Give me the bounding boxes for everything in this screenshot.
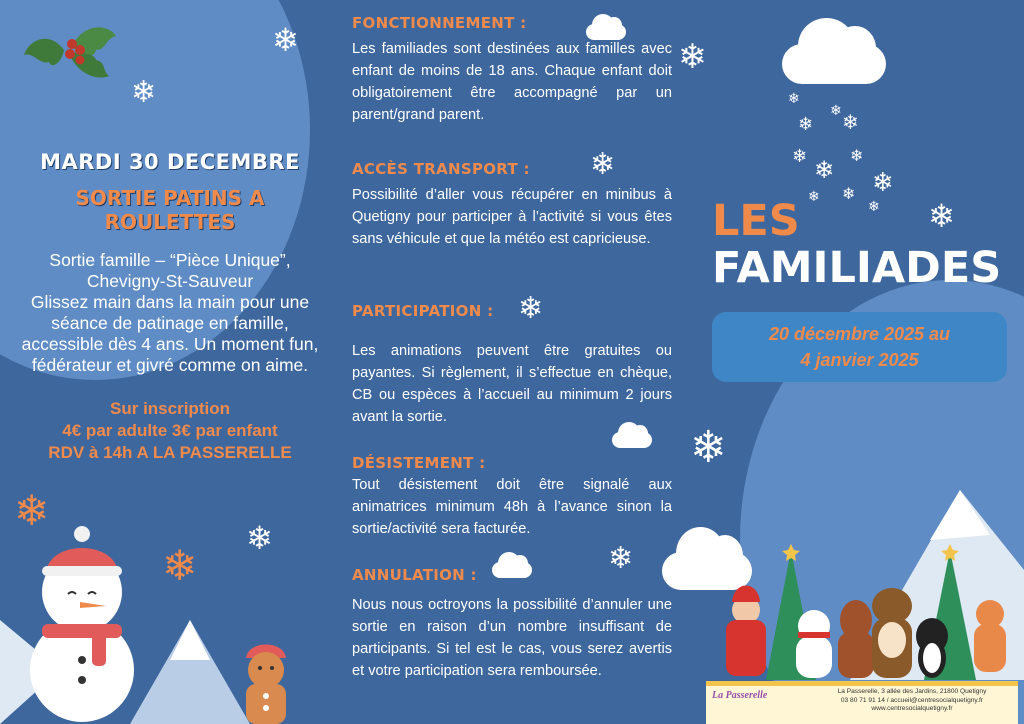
meeting-line: RDV à 14h A LA PASSERELLE	[48, 443, 292, 462]
snowflake-icon: ❄	[868, 199, 880, 215]
snowflake-icon: ❄	[678, 37, 707, 77]
section-annulation	[352, 566, 672, 682]
holly-icon	[14, 10, 124, 90]
website-link[interactable]: www.centresocialquetigny.fr	[871, 705, 953, 712]
snowflake-icon: ❄	[14, 486, 50, 535]
registration-info	[12, 398, 328, 464]
snowflake-icon: ❄	[690, 422, 727, 473]
section-text: Possibilité d’aller vous récupérer en minibus à Quetigny pour participer à l’activité si vous êtes sans véhicule et que la météo est capricieuse.	[352, 187, 672, 247]
section-acces-transport	[352, 160, 672, 250]
section-title: DÉSISTEMENT :	[352, 454, 486, 472]
date-range-badge	[712, 312, 1007, 382]
section-participation	[352, 302, 672, 428]
date-range-line2: 4 janvier 2025	[800, 350, 919, 370]
contact-info	[810, 688, 1014, 714]
event-description-line: Chevigny-St-Sauveur	[86, 271, 254, 291]
christmas-characters-icon	[706, 540, 1022, 682]
event-panel	[12, 140, 328, 464]
event-title: SORTIE PATINS A ROULETTES	[75, 186, 265, 234]
section-text: Les familiades sont destinées aux familles avec enfant de moins de 18 ans. Chaque enfant doit obligatoirement être accompagné par un parent/grand parent.	[352, 41, 672, 123]
section-desistement	[352, 454, 672, 540]
section-title: ACCÈS TRANSPORT :	[352, 160, 530, 178]
section-title: FONCTIONNEMENT :	[352, 14, 527, 32]
contact-footer	[706, 681, 1018, 724]
snowflake-icon: ❄	[814, 156, 835, 184]
snowflake-icon: ❄	[788, 91, 800, 107]
snowflake-icon: ❄	[792, 146, 808, 167]
snowflake-icon: ❄	[872, 168, 894, 198]
snowflake-icon: ❄	[808, 189, 820, 205]
snowflake-icon: ❄	[842, 110, 859, 134]
event-description-line: Glissez main dans la main pour une séance de patinage en famille, accessible dès 4 ans. Un moment fun, fédérateur et givré comme on aime.	[21, 292, 319, 375]
snowflake-icon: ❄	[608, 541, 634, 576]
event-description-line: Sortie famille – “Pièce Unique”,	[49, 250, 291, 270]
snowflake-icon: ❄	[798, 114, 814, 135]
snowflake-icon: ❄	[162, 541, 198, 590]
snowman-icon	[20, 520, 150, 724]
cloud-icon	[612, 432, 652, 448]
event-date: MARDI 30 DECEMBRE	[40, 150, 300, 174]
main-title	[712, 196, 1002, 293]
contact-text[interactable]: 03 80 71 91 14 / accueil@centresocialquetigny.fr	[840, 696, 984, 704]
snowflake-icon: ❄	[131, 75, 157, 110]
passerelle-logo: La Passerelle	[712, 690, 768, 701]
snowflake-icon: ❄	[272, 21, 299, 59]
main-title-line2: FAMILIADES	[712, 243, 1002, 293]
snowflake-icon: ❄	[246, 519, 273, 557]
section-title: ANNULATION :	[352, 566, 477, 584]
gingerbread-icon	[226, 634, 306, 724]
main-title-line1: LES	[712, 196, 800, 246]
event-description	[12, 250, 328, 376]
section-fonctionnement	[352, 14, 672, 126]
section-text: Nous nous octroyons la possibilité d’annuler une sortie en raison d’un nombre insuffisant de participants. Si tel est le cas, vous serez avertis et votre participation sera remboursée.	[352, 597, 672, 679]
snowflake-icon: ❄	[928, 197, 955, 235]
address-text: La Passerelle, 3 allée des Jardins, 21800 Quetigny	[837, 688, 987, 695]
section-text: Les animations peuvent être gratuites ou payantes. Si règlement, il s’effectue en chèque, CB ou espèces à l’accueil au minimum 2 jours avant la sortie.	[352, 343, 672, 425]
snowflake-icon: ❄	[830, 103, 842, 119]
snowflake-icon: ❄	[590, 147, 616, 182]
snowflake-icon: ❄	[842, 184, 856, 203]
section-text: Tout désistement doit être signalé aux animatrices minimum 48h à l’avance sinon la sortie/activité sera facturée.	[352, 477, 672, 537]
date-range-line1: 20 décembre 2025 au	[768, 324, 951, 344]
section-title: PARTICIPATION :	[352, 302, 494, 320]
price-line: 4€ par adulte 3€ par enfant	[62, 421, 278, 440]
snowflake-icon: ❄	[518, 291, 544, 326]
cloud-icon	[782, 44, 886, 84]
snowflake-icon: ❄	[850, 146, 864, 165]
registration-line: Sur inscription	[110, 399, 230, 418]
